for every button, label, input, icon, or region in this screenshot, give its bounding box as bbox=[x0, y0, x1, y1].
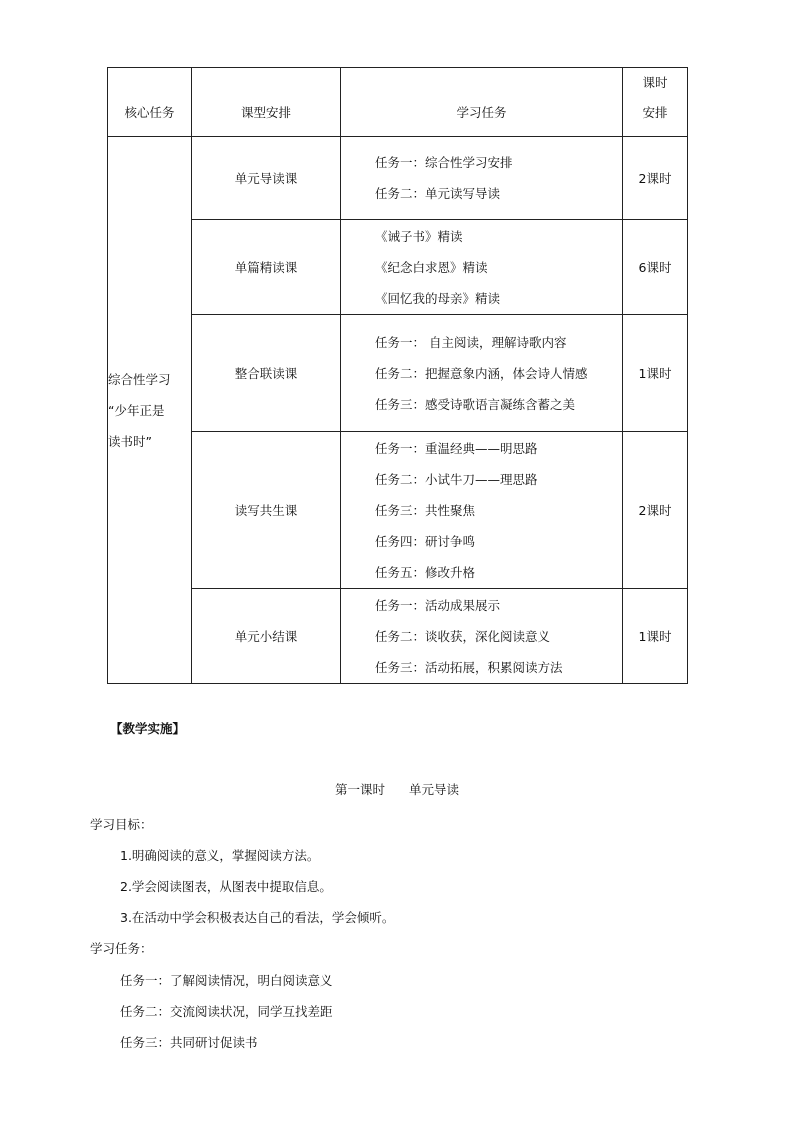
lesson-type-cell: 单元导读课 bbox=[192, 137, 341, 220]
task-line: 任务一：综合性学习安排 bbox=[375, 155, 513, 170]
section-heading: 【教学实施】 bbox=[110, 721, 186, 736]
task-list-cell bbox=[341, 432, 623, 589]
task-line: 任务二：小试牛刀——理思路 bbox=[375, 471, 538, 487]
task-line: 任务四：研讨争鸣 bbox=[375, 533, 476, 549]
hours-cell: 6课时 bbox=[623, 220, 688, 315]
hours-cell: 2课时 bbox=[623, 432, 688, 589]
task-list-cell bbox=[341, 220, 623, 315]
task-item: 任务三：共同研讨促读书 bbox=[120, 1035, 258, 1050]
lesson-type-cell: 单元小结课 bbox=[192, 589, 341, 684]
header-learning-task: 学习任务 bbox=[341, 68, 623, 137]
task-line: 任务一：重温经典——明思路 bbox=[375, 440, 538, 456]
lesson-title-number: 第一课时 bbox=[334, 782, 385, 797]
header-hours-line1: 课时 bbox=[642, 75, 668, 90]
task-line: 《回忆我的母亲》精读 bbox=[375, 290, 501, 306]
lesson-type-cell: 单篇精读课 bbox=[192, 220, 341, 315]
task-item: 任务一：了解阅读情况，明白阅读意义 bbox=[120, 973, 333, 988]
task-list-cell bbox=[341, 137, 623, 220]
lesson-type-cell: 读写共生课 bbox=[192, 432, 341, 589]
header-core-task: 核心任务 bbox=[108, 68, 192, 137]
objectives-label: 学习目标： bbox=[90, 817, 153, 832]
hours-cell: 1课时 bbox=[623, 589, 688, 684]
task-line: 任务一： 自主阅读，理解诗歌内容 bbox=[375, 334, 567, 350]
lesson-title-name: 单元导读 bbox=[408, 782, 459, 797]
task-line: 任务三：感受诗歌语言凝练含蓄之美 bbox=[375, 396, 576, 412]
header-hours-line2: 安排 bbox=[642, 105, 668, 120]
table-row bbox=[108, 137, 688, 220]
lesson-plan-table bbox=[107, 67, 688, 684]
header-lesson-type: 课型安排 bbox=[192, 68, 341, 137]
lesson-title bbox=[0, 780, 794, 798]
hours-cell: 2课时 bbox=[623, 137, 688, 220]
header-hours bbox=[623, 68, 688, 137]
table-row bbox=[108, 315, 688, 432]
task-line: 《诫子书》精读 bbox=[375, 228, 463, 244]
table-row bbox=[108, 220, 688, 315]
task-list-cell bbox=[341, 589, 623, 684]
task-line: 任务一：活动成果展示 bbox=[375, 597, 501, 613]
task-item: 任务二：交流阅读状况，同学互找差距 bbox=[120, 1004, 333, 1019]
task-line: 任务三：共性聚焦 bbox=[375, 502, 476, 518]
hours-cell: 1课时 bbox=[623, 315, 688, 432]
objective-item: 1.明确阅读的意义，掌握阅读方法。 bbox=[120, 848, 320, 863]
objective-item: 2.学会阅读图表，从图表中提取信息。 bbox=[120, 879, 332, 894]
task-list-cell bbox=[341, 315, 623, 432]
task-line: 任务二：单元读写导读 bbox=[375, 186, 501, 201]
task-line: 任务二：把握意象内涵，体会诗人情感 bbox=[375, 365, 588, 381]
tasks-label: 学习任务： bbox=[90, 941, 153, 956]
core-task-cell: 综合性学习 “少年正是 读书时” bbox=[108, 137, 192, 684]
table-row bbox=[108, 589, 688, 684]
objective-item: 3.在活动中学会积极表达自己的看法，学会倾听。 bbox=[120, 910, 395, 925]
task-line: 任务五：修改升格 bbox=[375, 564, 476, 580]
task-line: 任务三：活动拓展，积累阅读方法 bbox=[375, 659, 563, 675]
task-line: 任务二：谈收获，深化阅读意义 bbox=[375, 628, 551, 644]
table-header-row bbox=[108, 68, 688, 137]
table-row bbox=[108, 432, 688, 589]
lesson-type-cell: 整合联读课 bbox=[192, 315, 341, 432]
task-line: 《纪念白求恩》精读 bbox=[375, 259, 488, 275]
